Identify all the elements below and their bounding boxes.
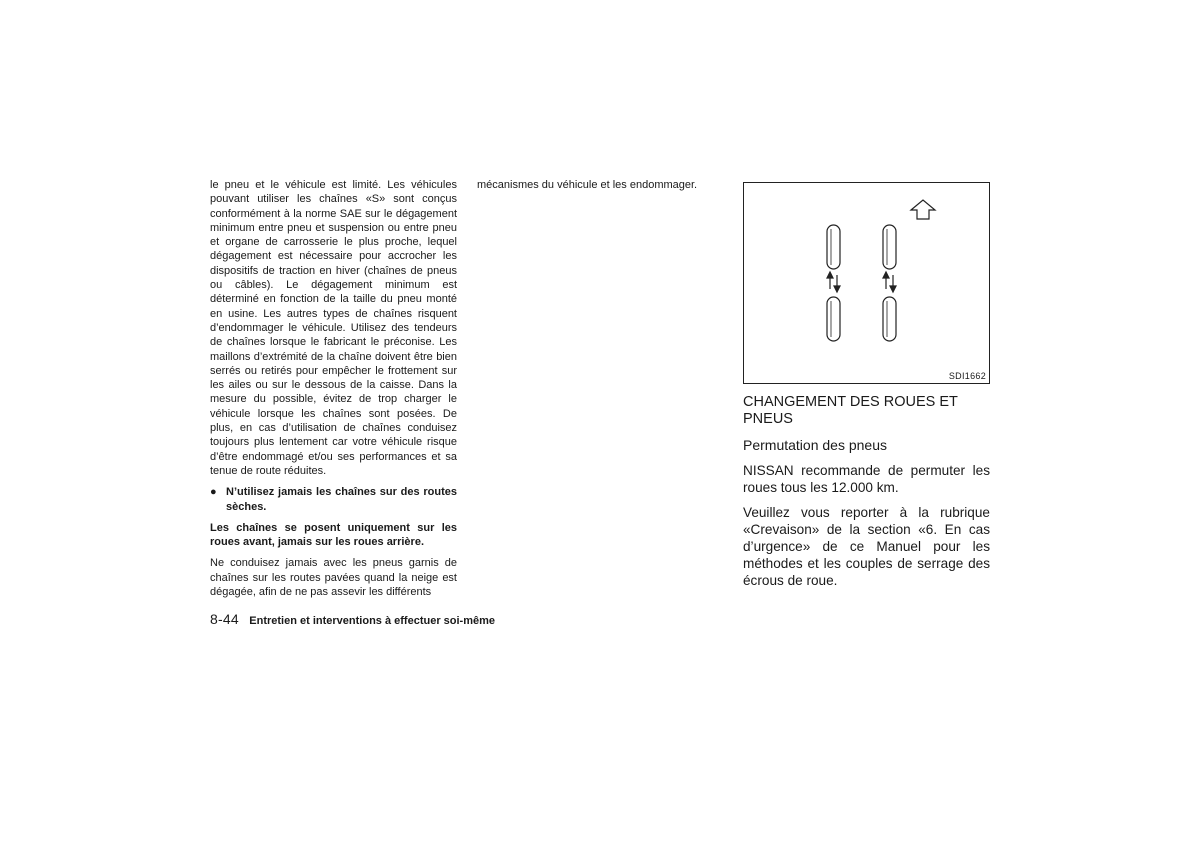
bullet-icon: ● — [210, 486, 217, 499]
tire-rotation-diagram — [744, 183, 989, 383]
dry-road-warning-text: N’utilisez jamais les chaînes sur des routes sèches. — [226, 486, 457, 513]
front-wheels-only-paragraph: Les chaînes se posent uniquement sur les roues avant, jamais sur les roues arrière. — [210, 521, 457, 549]
reference-paragraph: Veuillez vous reporter à la rubrique «Crevaison» de la section «6. En cas d’urgence» de ce Manuel pour les méthodes et les couples de serrage des écrous de roue. — [743, 505, 990, 588]
tire-rotation-figure — [743, 182, 990, 384]
rotation-interval-paragraph: NISSAN recommande de permuter les roues tous les 12.000 km. — [743, 463, 990, 495]
middle-column — [477, 178, 724, 192]
left-column — [210, 178, 457, 599]
forward-arrow-icon — [911, 200, 935, 219]
tire-icon-rear-right — [883, 297, 896, 341]
swap-arrows-icon-left — [827, 272, 840, 292]
paved-road-paragraph: Ne conduisez jamais avec les pneus garnis de chaînes sur les routes pavées quand la neige est dégagée, afin de ne pas assevir les différents — [210, 557, 457, 599]
tire-icon-front-right — [883, 225, 896, 269]
tire-icon-front-left — [827, 225, 840, 269]
tire-icon-rear-left — [827, 297, 840, 341]
subsection-title: Permutation des pneus — [743, 437, 887, 453]
figure-code: SDI1662 — [948, 371, 986, 381]
chapter-title: Entretien et interventions à effectuer soi-même — [249, 615, 496, 627]
continuation-paragraph: mécanismes du véhicule et les endommager. — [477, 179, 698, 191]
dry-road-warning — [210, 485, 457, 514]
page-number: 8-44 — [210, 611, 239, 627]
section-title: CHANGEMENT DES ROUES ET PNEUS — [743, 394, 958, 427]
chain-clearance-paragraph: le pneu et le véhicule est limité. Les véhicules pouvant utiliser les chaînes «S» sont conçus conformément à la norme SAE sur le dégagement minimum entre pneu et suspension ou entre pneu et organe de carrosserie le plus proche, lequel dégagement est nécessaire pour accrocher les dispositifs de traction en hiver (chaînes de pneus ou câbles). Le dégagement minimum est déterminé en fonction de la taille du pneu monté en usine. Les autres types de chaînes risquent d’endommager le véhicule. Utilisez des tendeurs de chaînes lorsque le fabricant le préconise. Les maillons d’extrémité de la chaîne doivent être bien serrés ou retirés pour empêcher le frottement sur les ailes ou sur le dessous de la caisse. Dans la mesure du possible, évitez de trop charger le véhicule lorsque les chaînes sont posées. De plus, en cas d’utilisation de chaînes conduisez toujours plus lentement car votre véhicule risque d’être endommagé et/ou ses performances et sa tenue de route réduites. — [210, 179, 457, 477]
swap-arrows-icon-right — [883, 272, 896, 292]
page-footer — [210, 611, 495, 629]
right-column — [743, 182, 990, 589]
